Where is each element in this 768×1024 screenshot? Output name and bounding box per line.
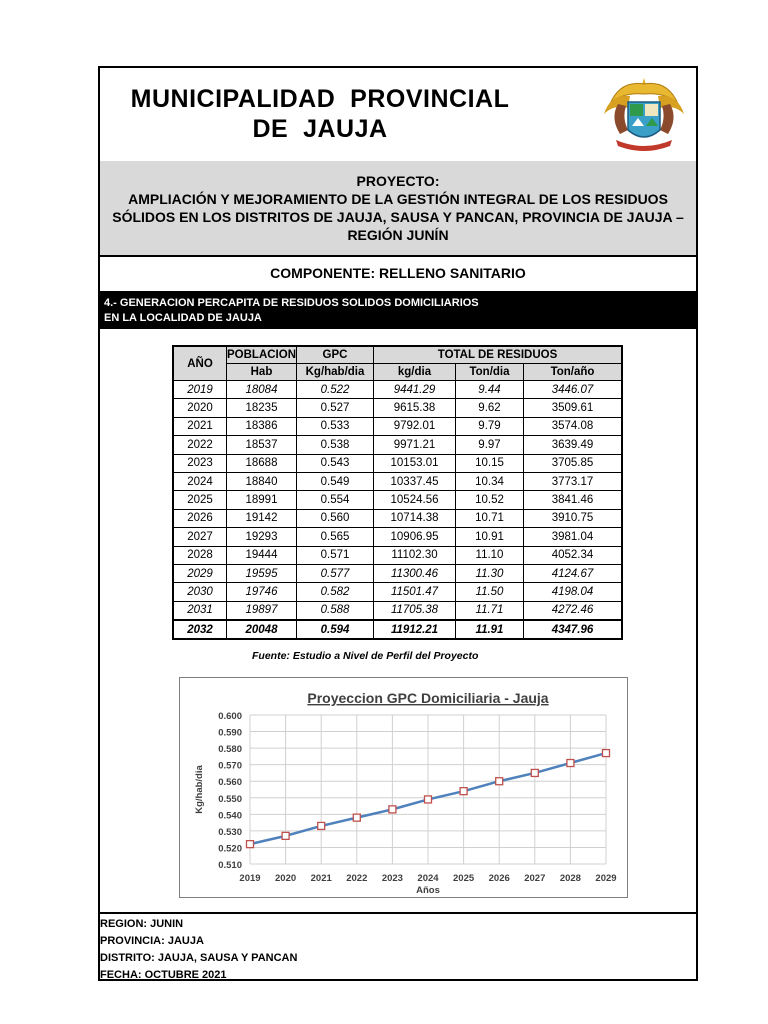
table-cell: 3841.46 — [524, 491, 623, 509]
y-tick-label: 0.550 — [218, 793, 242, 805]
x-tick-label: 2024 — [417, 873, 439, 884]
table-cell: 10.15 — [456, 454, 524, 472]
table-cell: 3639.49 — [524, 436, 623, 454]
table-cell: 10714.38 — [374, 509, 456, 527]
section-heading-line-1: 4.- GENERACION PERCAPITA DE RESIDUOS SOLIDOS DOMICILIARIOS — [104, 297, 479, 309]
table-cell: 2027 — [173, 528, 227, 546]
table-cell: 2028 — [173, 546, 227, 564]
table-row — [173, 454, 622, 472]
table-row — [173, 491, 622, 509]
table-cell: 3509.61 — [524, 399, 623, 417]
x-tick-label: 2023 — [381, 873, 403, 884]
table-cell: 4052.34 — [524, 546, 623, 564]
document-header — [100, 68, 696, 163]
table-cell: 11.30 — [456, 564, 524, 582]
header-year: AÑO — [173, 346, 227, 381]
table-cell: 11.50 — [456, 583, 524, 601]
table-cell: 0.522 — [297, 381, 374, 399]
data-point — [353, 814, 360, 821]
y-tick-label: 0.520 — [218, 843, 242, 855]
x-tick-label: 2026 — [488, 873, 510, 884]
footer-date: FECHA: OCTUBRE 2021 — [100, 969, 227, 981]
table-row — [173, 381, 622, 399]
data-point — [425, 796, 432, 803]
table-cell: 0.571 — [297, 546, 374, 564]
gpc-chart — [179, 677, 628, 898]
header-gpc: GPC — [297, 346, 374, 364]
data-point — [389, 806, 396, 813]
table-cell: 0.527 — [297, 399, 374, 417]
table-cell: 18084 — [227, 381, 297, 399]
table-cell: 11102.30 — [374, 546, 456, 564]
table-cell: 0.549 — [297, 472, 374, 490]
table-cell: 4272.46 — [524, 601, 623, 620]
unit-ton-per-year: Ton/año — [524, 364, 623, 381]
table-row — [173, 620, 622, 639]
table-row — [173, 528, 622, 546]
table-cell: 2020 — [173, 399, 227, 417]
table-cell: 3446.07 — [524, 381, 623, 399]
gpc-table — [172, 345, 623, 640]
data-point — [496, 778, 503, 785]
y-tick-label: 0.540 — [218, 810, 242, 822]
table-cell: 19897 — [227, 601, 297, 620]
y-tick-label: 0.590 — [218, 727, 242, 739]
table-cell: 4198.04 — [524, 583, 623, 601]
table-cell: 9615.38 — [374, 399, 456, 417]
table-cell: 18688 — [227, 454, 297, 472]
table-cell: 11501.47 — [374, 583, 456, 601]
y-tick-label: 0.580 — [218, 744, 242, 756]
table-row — [173, 417, 622, 435]
table-cell: 0.582 — [297, 583, 374, 601]
data-point — [318, 822, 325, 829]
source-note: Fuente: Estudio a Nivel de Perfil del Proyecto — [252, 650, 479, 662]
table-cell: 2031 — [173, 601, 227, 620]
table-cell: 10524.56 — [374, 491, 456, 509]
y-tick-label: 0.570 — [218, 760, 242, 772]
table-cell: 0.560 — [297, 509, 374, 527]
footer-province: PROVINCIA: JAUJA — [100, 935, 204, 947]
table-row — [173, 583, 622, 601]
table-cell: 0.577 — [297, 564, 374, 582]
table-cell: 10.71 — [456, 509, 524, 527]
table-cell: 11705.38 — [374, 601, 456, 620]
y-axis-label: Kg/hab/dia — [194, 765, 205, 814]
x-tick-label: 2028 — [559, 873, 581, 884]
table-cell: 2026 — [173, 509, 227, 527]
table-cell: 2024 — [173, 472, 227, 490]
table-cell: 10.91 — [456, 528, 524, 546]
table-cell: 2019 — [173, 381, 227, 399]
unit-population: Hab — [227, 364, 297, 381]
table-cell: 10.34 — [456, 472, 524, 490]
table-cell: 3910.75 — [524, 509, 623, 527]
section-heading — [100, 291, 696, 329]
y-tick-label: 0.530 — [218, 826, 242, 838]
table-cell: 18537 — [227, 436, 297, 454]
table-cell: 3773.17 — [524, 472, 623, 490]
table-cell: 9.79 — [456, 417, 524, 435]
data-point — [531, 769, 538, 776]
table-cell: 9.62 — [456, 399, 524, 417]
table-cell: 0.543 — [297, 454, 374, 472]
table-row — [173, 472, 622, 490]
table-cell: 3705.85 — [524, 454, 623, 472]
table-cell: 11300.46 — [374, 564, 456, 582]
x-tick-label: 2022 — [346, 873, 368, 884]
table-cell: 20048 — [227, 620, 297, 639]
table-cell: 4347.96 — [524, 620, 623, 639]
title-line-1: MUNICIPALIDAD PROVINCIAL — [130, 85, 510, 113]
table-cell: 11.91 — [456, 620, 524, 639]
table-cell: 10.52 — [456, 491, 524, 509]
table-cell: 2025 — [173, 491, 227, 509]
data-point — [247, 841, 254, 848]
table-cell: 18235 — [227, 399, 297, 417]
table-cell: 2030 — [173, 583, 227, 601]
x-tick-label: 2025 — [453, 873, 475, 884]
data-point — [603, 750, 610, 757]
project-block — [100, 161, 696, 257]
table-cell: 10906.95 — [374, 528, 456, 546]
table-cell: 0.554 — [297, 491, 374, 509]
table-cell: 2022 — [173, 436, 227, 454]
table-cell: 2021 — [173, 417, 227, 435]
y-tick-label: 0.560 — [218, 777, 242, 789]
x-tick-label: 2021 — [310, 873, 332, 884]
unit-gpc: Kg/hab/dia — [297, 364, 374, 381]
page-title — [130, 84, 510, 144]
table-cell: 11912.21 — [374, 620, 456, 639]
table-row — [173, 509, 622, 527]
table-cell: 18386 — [227, 417, 297, 435]
municipal-coat-of-arms-logo — [600, 74, 688, 154]
component-title: COMPONENTE: RELLENO SANITARIO — [270, 265, 526, 281]
header-population: POBLACION — [227, 346, 297, 364]
table-cell: 0.594 — [297, 620, 374, 639]
table-cell: 9971.21 — [374, 436, 456, 454]
x-tick-label: 2020 — [275, 873, 297, 884]
section-heading-line-2: EN LA LOCALIDAD DE JAUJA — [104, 312, 262, 324]
table-row — [173, 399, 622, 417]
x-axis-label: Años — [416, 885, 440, 896]
table-cell: 0.533 — [297, 417, 374, 435]
gpc-chart-svg — [180, 678, 627, 897]
table-row — [173, 601, 622, 620]
x-tick-label: 2027 — [524, 873, 546, 884]
table-cell: 19746 — [227, 583, 297, 601]
table-cell: 19444 — [227, 546, 297, 564]
table-cell: 19293 — [227, 528, 297, 546]
table-cell: 9.97 — [456, 436, 524, 454]
table-cell: 19595 — [227, 564, 297, 582]
table-cell: 3574.08 — [524, 417, 623, 435]
data-point — [567, 760, 574, 767]
document-footer — [98, 912, 698, 984]
x-tick-label: 2019 — [239, 873, 261, 884]
table-cell: 0.565 — [297, 528, 374, 546]
table-cell: 18991 — [227, 491, 297, 509]
table-row — [173, 436, 622, 454]
y-tick-label: 0.510 — [218, 860, 242, 871]
table-cell: 9792.01 — [374, 417, 456, 435]
table-cell: 0.538 — [297, 436, 374, 454]
project-description: AMPLIACIÓN Y MEJORAMIENTO DE LA GESTIÓN INTEGRAL DE LOS RESIDUOS SÓLIDOS EN LOS DISTRITOS DE JAUJA, SAUSA Y PANCAN, PROVINCIA DE JAUJA – REGIÓN JUNÍN — [112, 191, 684, 243]
table-cell: 2032 — [173, 620, 227, 639]
table-cell: 2023 — [173, 454, 227, 472]
table-row — [173, 546, 622, 564]
footer-region: REGION: JUNIN — [100, 918, 184, 930]
table-cell: 19142 — [227, 509, 297, 527]
x-tick-label: 2029 — [595, 873, 617, 884]
table-cell: 10153.01 — [374, 454, 456, 472]
data-point — [282, 832, 289, 839]
y-tick-label: 0.600 — [218, 711, 242, 722]
header-total-waste: TOTAL DE RESIDUOS — [374, 346, 623, 364]
table-cell: 18840 — [227, 472, 297, 490]
title-line-2: DE JAUJA — [252, 115, 388, 143]
table-cell: 3981.04 — [524, 528, 623, 546]
table-cell: 9441.29 — [374, 381, 456, 399]
table-cell: 0.588 — [297, 601, 374, 620]
unit-kg-per-day: kg/dia — [374, 364, 456, 381]
table-cell: 9.44 — [456, 381, 524, 399]
table-cell: 4124.67 — [524, 564, 623, 582]
table-cell: 11.10 — [456, 546, 524, 564]
chart-title: Proyeccion GPC Domiciliaria - Jauja — [307, 690, 549, 706]
unit-ton-per-day: Ton/dia — [456, 364, 524, 381]
table-cell: 11.71 — [456, 601, 524, 620]
data-point — [460, 788, 467, 795]
project-label: PROYECTO: — [356, 173, 440, 189]
table-cell: 10337.45 — [374, 472, 456, 490]
footer-district: DISTRITO: JAUJA, SAUSA Y PANCAN — [100, 952, 298, 964]
table-row — [173, 564, 622, 582]
table-cell: 2029 — [173, 564, 227, 582]
